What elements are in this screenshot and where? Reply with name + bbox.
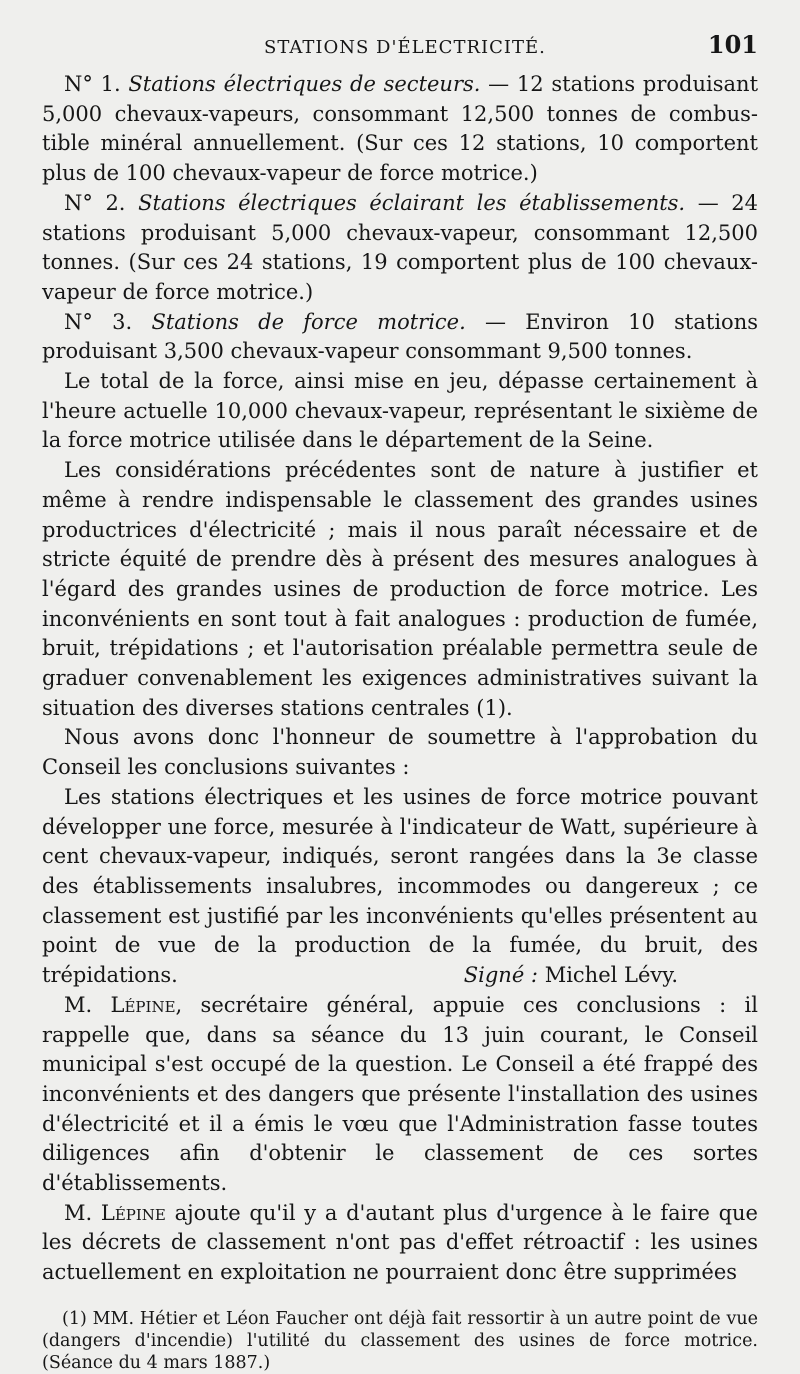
signature-name: Michel Lévy. [544, 963, 678, 988]
paragraph-lepine-1 [42, 991, 758, 1199]
running-head [42, 30, 758, 60]
footnote-text: (1) MM. Hétier et Léon Faucher ont déjà fait ressortir à un autre point de vue (dangers d'incendie) l'utilité du classement des usines de force motrice. (Séance du 4 mars 1887.) [42, 1308, 758, 1373]
speaker-name: M. Lépine, [64, 992, 183, 1017]
body-text [42, 70, 758, 1288]
paragraph-conclusions [42, 783, 758, 991]
signature-label: Signé : [463, 963, 538, 988]
paragraph-text: secrétaire général, appuie ces conclusions : il rappelle que, dans sa séance du 13 juin courant, le Conseil municipal s'est occupé de la question. Le Conseil a été frappé des inconvénients et des dangers que présente l'installation des usines d'électricité et il a émis le vœu que l'Administration fasse toutes diligences afin d'obtenir le classement de ces sortes d'établissements. [42, 992, 758, 1196]
speaker-name: M. Lépine [64, 1200, 166, 1225]
paragraph-lepine-2 [42, 1199, 758, 1288]
paragraph-lead: N° 3. [64, 309, 133, 334]
signature [442, 961, 758, 991]
paragraph-considerations: Les considérations précédentes sont de nature à justifier et même à rendre indispensable le classement des grandes usines productrices d'électricité ; mais il nous paraît nécessaire et de stricte équité de prendre dès à présent des mesures analogues à l'égard des grandes usines de production de force motrice. Les inconvénients en sont tout à fait analogues : production de fumée, bruit, trépidations ; et l'autorisation préalable permettra seule de graduer convenablement les exigences administratives suivant la situation des diverses stations centrales (1). [42, 458, 758, 720]
paragraph-italic-heading: Stations de force motrice. [151, 309, 466, 334]
paragraph-station-1 [42, 70, 758, 189]
paragraph-total: Le total de la force, ainsi mise en jeu, dépasse certainement à l'heure actuelle 10,000 chevaux-vapeur, représentant le sixième de la force motrice utilisée dans le département de la Seine. [42, 369, 758, 453]
running-title: STATIONS D'ÉLECTRICITÉ. [264, 37, 546, 58]
paragraph-lead: N° 1. [64, 72, 121, 96]
paragraph-text: — 24 stations produisant 5,000 chevaux-vapeur, consommant 12,500 tonnes. (Sur ces 24 stations, 19 comportent plus de 100 chevaux-vapeur de force motrice.) [42, 190, 758, 304]
paragraph-lead: N° 2. [64, 190, 126, 215]
page-number: 101 [707, 30, 758, 59]
paragraph-honneur: Nous avons donc l'honneur de soumettre à l'approbation du Conseil les conclusions suivantes : [42, 725, 758, 780]
paragraph-text: Les stations électriques et les usines de force motrice pouvant développer une force, mesurée à l'indicateur de Watt, supérieure à cent chevaux-vapeur, indiqués, seront rangées dans la 3e classe des établissements insalubres, incommodes ou dangereux ; ce classement est justifié par les inconvénients qu'elles présentent au point de vue de la production de la fumée, du bruit, des trépidations. [42, 784, 758, 988]
paragraph-station-3 [42, 308, 758, 367]
paragraph-text: ajoute qu'il y a d'autant plus d'urgence à le faire que les décrets de classement n'ont pas d'effet rétroactif : les usines actuellement en exploitation ne pourraient donc être supprimées [42, 1200, 758, 1285]
paragraph-italic-heading: Stations électriques de secteurs. [128, 72, 481, 96]
paragraph-text: — 12 stations produisant 5,000 chevaux-vapeurs, consommant 12,500 tonnes de combus-tible minéral annuellement. (Sur ces 12 stations, 10 comportent plus de 100 chevaux-vapeur de force motrice.) [42, 72, 759, 186]
footnote [42, 1308, 758, 1374]
paragraph-station-2 [42, 189, 758, 308]
paragraph-italic-heading: Stations électriques éclairant les établissements. [138, 190, 686, 215]
paragraph-text: — Environ 10 stations produisant 3,500 chevaux-vapeur consommant 9,500 tonnes. [42, 309, 758, 364]
